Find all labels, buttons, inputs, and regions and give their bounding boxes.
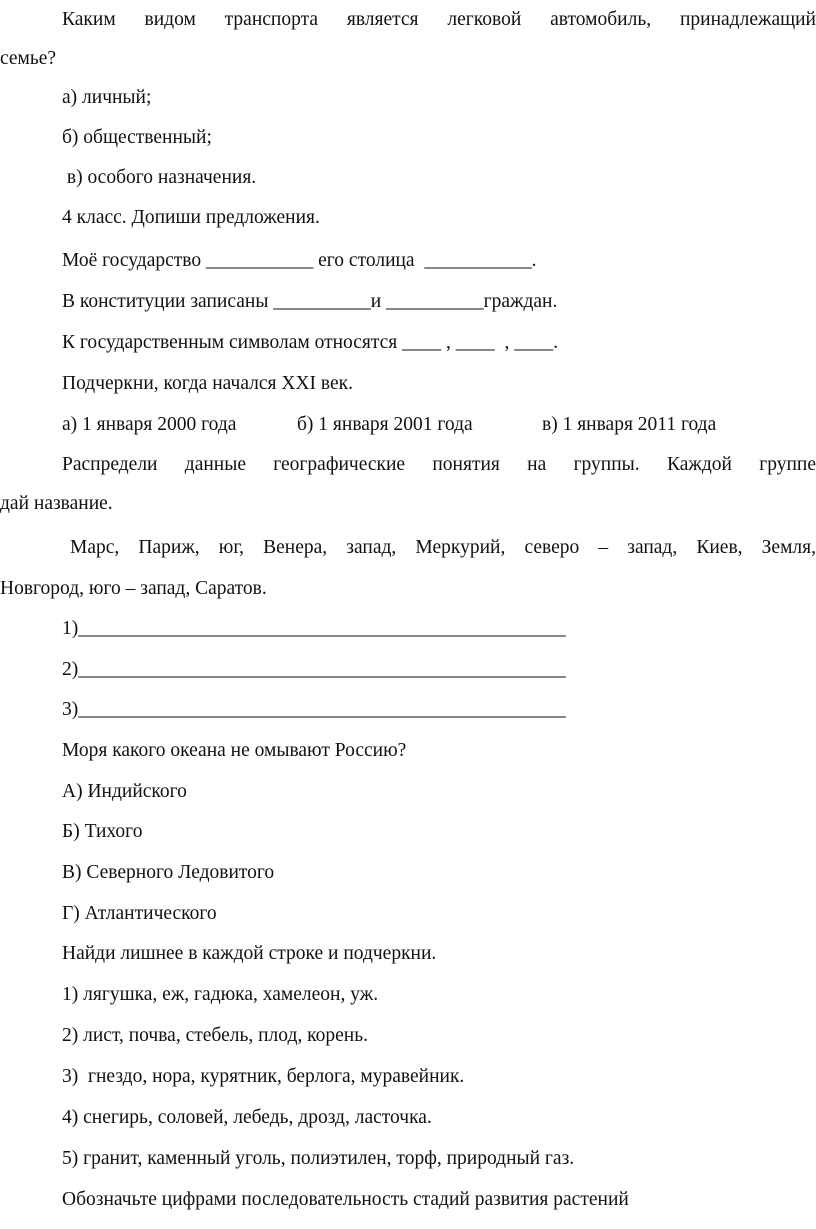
geo-group-1: 1)__________________________________________________: [62, 618, 566, 639]
geo-group-3: 3)__________________________________________________: [62, 699, 566, 720]
grade4-symbols: К государственным символам относятся ____ , ____ , ____.: [62, 332, 559, 353]
grade4-constitution: В конституции записаны __________и __________граждан.: [62, 291, 558, 312]
geo-prompt-line2: дай название.: [0, 493, 113, 514]
geo-group-2: 2)__________________________________________________: [62, 659, 566, 680]
q21-prompt: Подчеркни, когда начался XXI век.: [62, 373, 354, 394]
odd-row-5: 5) гранит, каменный уголь, полиэтилен, торф, природный газ.: [62, 1148, 575, 1169]
grade4-heading: 4 класс. Допиши предложения.: [62, 207, 320, 228]
grade4-state-capital: Моё государство ___________ его столица ___________.: [62, 250, 537, 271]
ocean-option-d: Г) Атлантического: [62, 903, 217, 924]
geo-terms-line2: Новгород, юго – запад, Саратов.: [0, 578, 267, 599]
q21-option-a: а) 1 января 2000 года: [62, 414, 237, 435]
odd-row-1: 1) лягушка, еж, гадюка, хамелеон, уж.: [62, 984, 379, 1005]
ocean-option-a: А) Индийского: [62, 781, 187, 802]
ocean-option-b: Б) Тихого: [62, 821, 143, 842]
odd-prompt: Найди лишнее в каждой строке и подчеркни.: [62, 943, 437, 964]
geo-terms-line1: Марс, Париж, юг, Венера, запад, Меркурий, северо – запад, Киев, Земля,: [70, 537, 816, 558]
ocean-option-c: В) Северного Ледовитого: [62, 862, 275, 883]
odd-row-4: 4) снегирь, соловей, лебедь, дрозд, ласточка.: [62, 1107, 432, 1128]
geo-prompt-line1: Распредели данные географические понятия на группы. Каждой группе: [62, 454, 816, 475]
q1-line2: семье?: [0, 48, 57, 69]
ocean-prompt: Моря какого океана не омывают Россию?: [62, 740, 407, 761]
q1-option-b: б) общественный;: [62, 127, 212, 148]
odd-row-2: 2) лист, почва, стебель, плод, корень.: [62, 1025, 368, 1046]
stages-prompt: Обозначьте цифрами последовательность стадий развития растений: [62, 1189, 629, 1210]
q21-option-c: в) 1 января 2011 года: [542, 414, 717, 435]
q1-line1: Каким видом транспорта является легковой автомобиль, принадлежащий: [62, 9, 816, 30]
q21-option-b: б) 1 января 2001 года: [297, 414, 473, 435]
q1-option-a: а) личный;: [62, 87, 152, 108]
q1-option-c: в) особого назначения.: [62, 167, 257, 188]
odd-row-3: 3) гнездо, нора, курятник, берлога, муравейник.: [62, 1066, 465, 1087]
